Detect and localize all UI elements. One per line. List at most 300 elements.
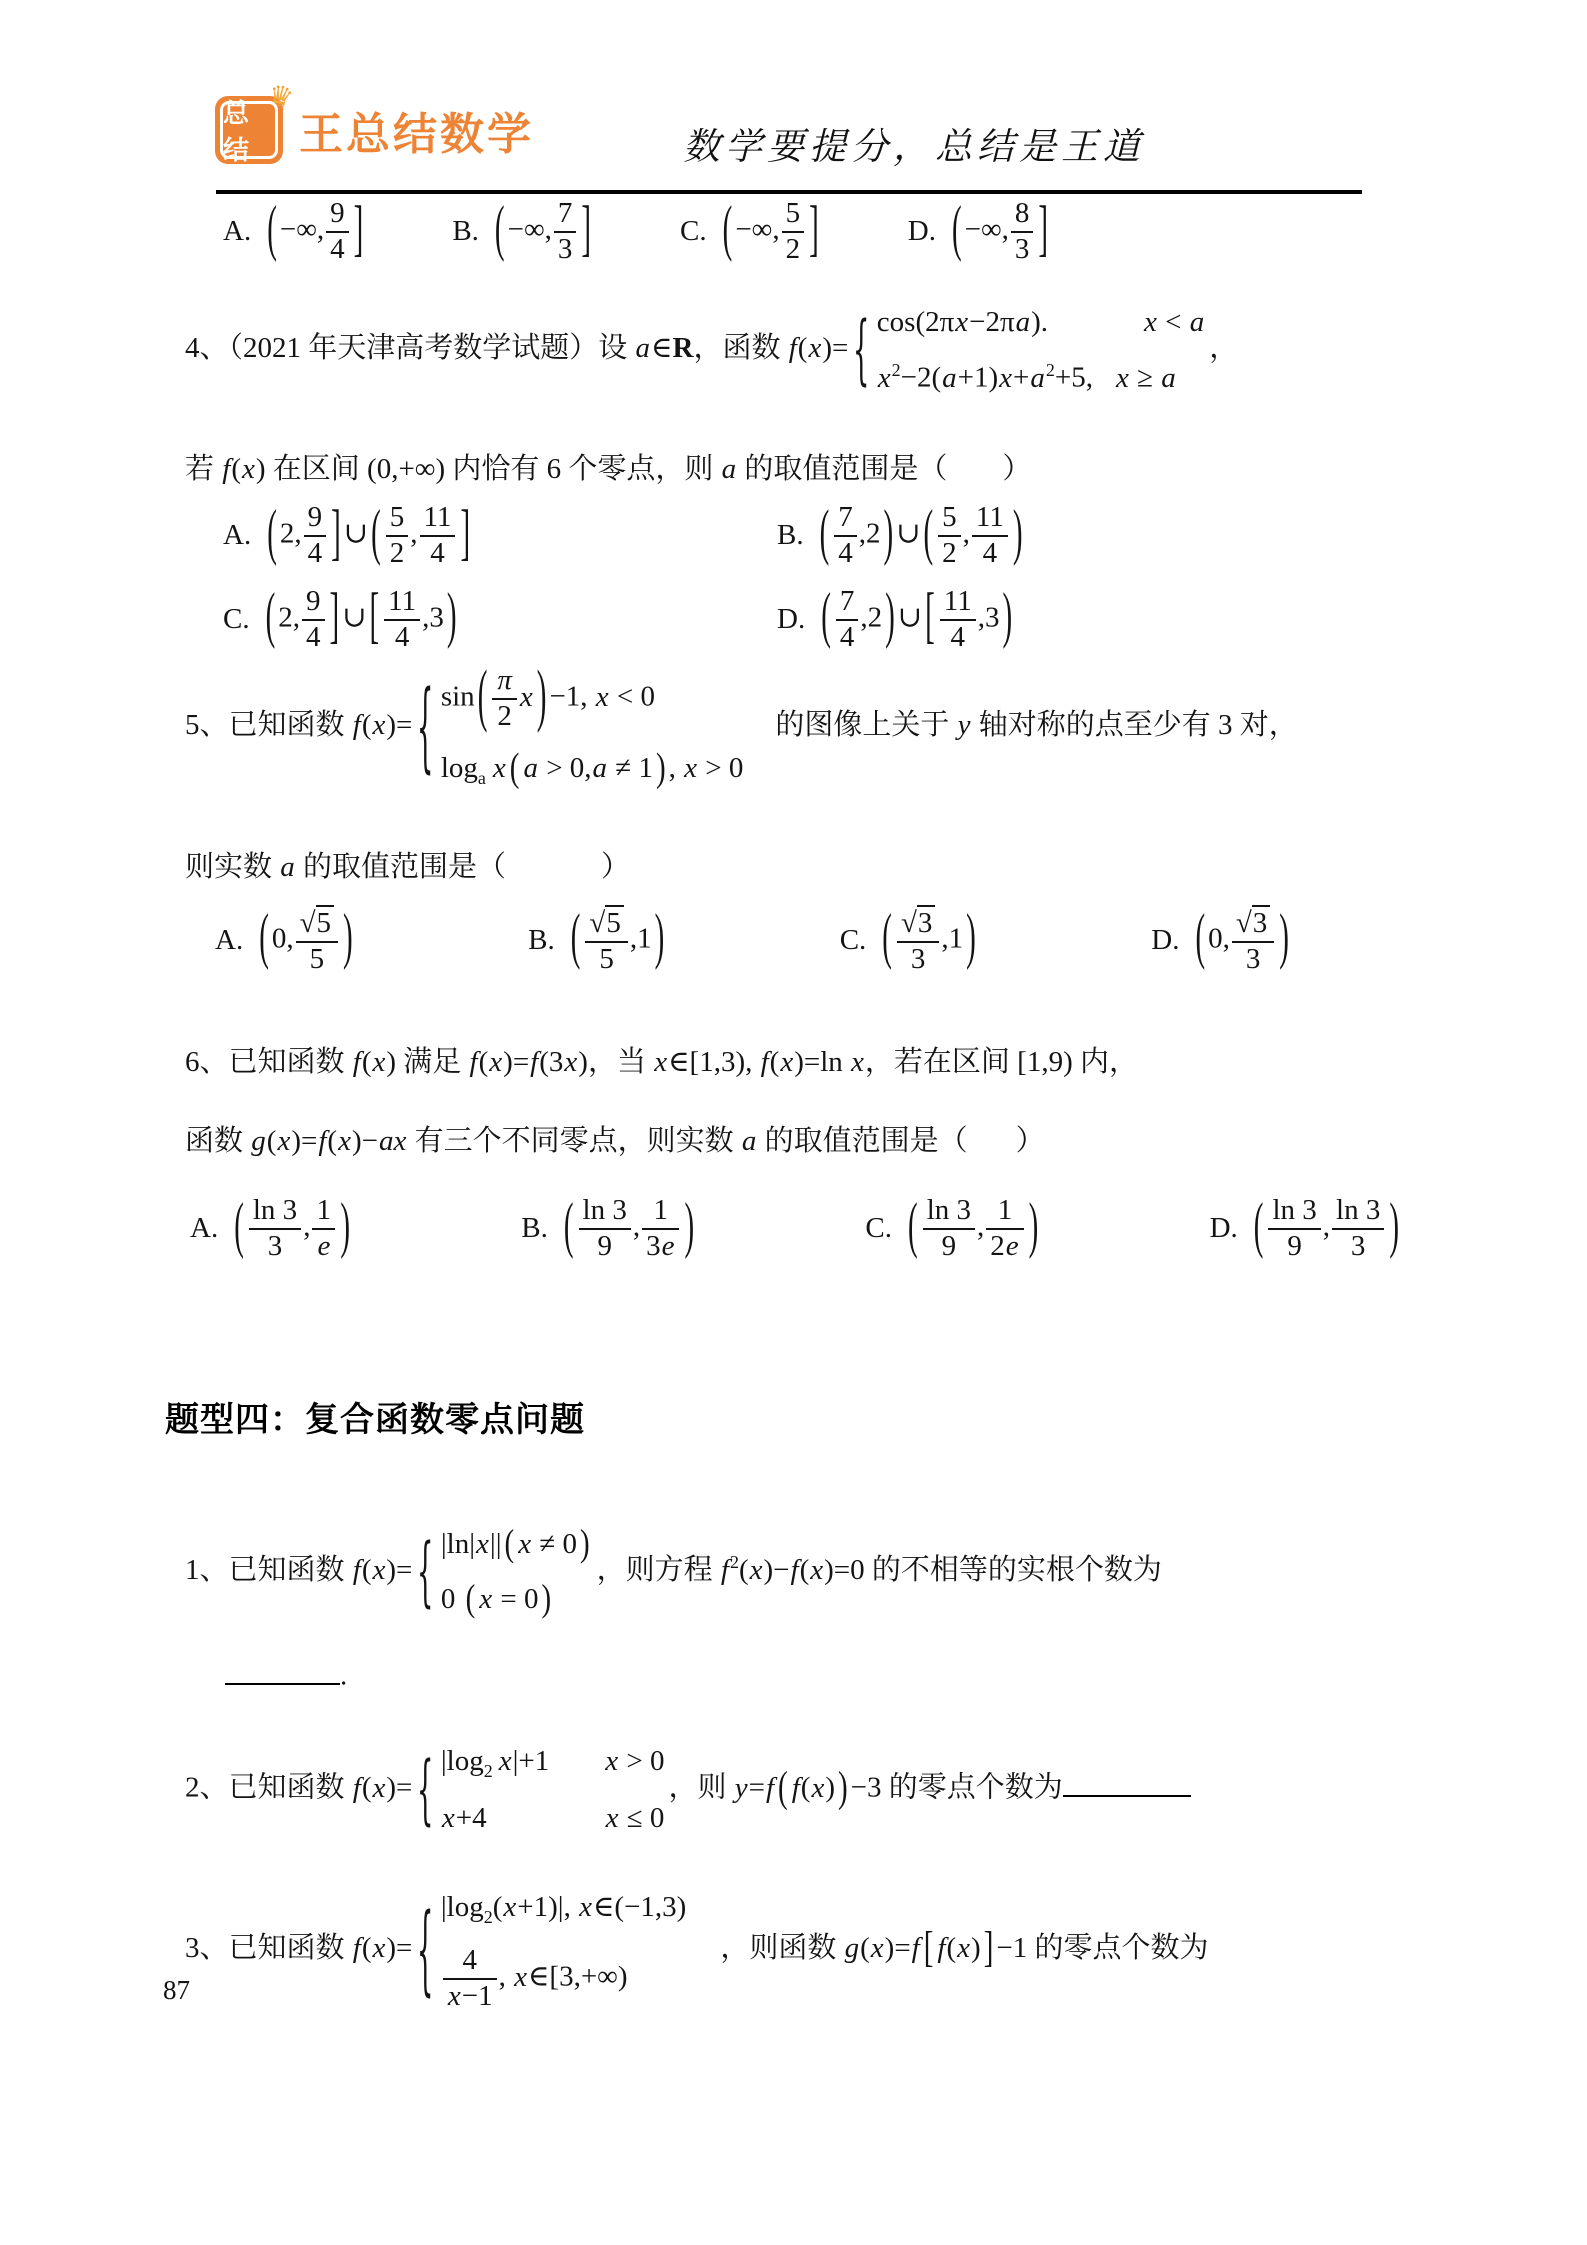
text-run: 1 (316, 1194, 332, 1226)
denominator (249, 1230, 301, 1263)
text-run: +4 (455, 1802, 487, 1834)
text-run: 9 (1287, 1229, 1302, 1262)
text-run: 0, (1208, 922, 1230, 955)
text-run: ln 3 (582, 1194, 627, 1226)
math-variable: e (661, 1229, 675, 1262)
text-run: ∪ (342, 601, 367, 634)
text-run: )= (386, 1932, 413, 1965)
brand-tagline: 数学要提分，总结是王道 (683, 127, 1145, 168)
text-run: 的取值范围是（ (295, 851, 507, 883)
text-run: ） (1015, 1125, 1045, 1157)
stretched-delimiter: ) (340, 1191, 350, 1261)
option-A (223, 194, 366, 266)
text-run: > 0, (538, 751, 592, 784)
text-run: −∞, (964, 213, 1009, 246)
stretched-delimiter: ] (809, 194, 819, 264)
denominator (836, 621, 859, 654)
math-variable: f (720, 1553, 729, 1586)
section4-question-2 (165, 1742, 1417, 1838)
text-run: |ln| (440, 1528, 476, 1560)
option-value (231, 1191, 353, 1263)
numerator (1268, 1195, 1320, 1230)
math-variable: x (579, 1891, 592, 1923)
text-run: 3 (1252, 907, 1268, 939)
math-variable: x (605, 1745, 619, 1777)
fraction (1330, 1195, 1386, 1263)
text-run: ,3 (422, 601, 444, 634)
math-variable: f (352, 1046, 361, 1078)
fraction (490, 665, 519, 733)
math-variable: x (851, 1046, 864, 1078)
text-run: 5 (389, 501, 405, 533)
stretched-delimiter: ) (684, 1191, 695, 1261)
text-run: 的图像上关于 (775, 709, 957, 742)
text-run: 3 (1350, 1229, 1366, 1262)
text-run: )= (386, 1553, 413, 1586)
math-variable: x (957, 1932, 971, 1965)
stretched-delimiter: ( (477, 657, 488, 735)
stretched-delimiter: ) (883, 498, 894, 568)
math-variable: f (911, 1932, 920, 1965)
text-run: 2 (785, 232, 801, 265)
radical (589, 905, 623, 938)
fraction (324, 198, 351, 266)
stretched-delimiter: ] (581, 194, 592, 264)
text-run: , (632, 1210, 641, 1243)
text-run: , (410, 517, 418, 550)
math-variable: x (1144, 306, 1157, 338)
stretched-delimiter: ( (267, 498, 277, 568)
math-variable: f (222, 453, 231, 485)
radicand (1252, 905, 1271, 938)
text-run: ∪ (343, 517, 369, 550)
text-run: ∪ (897, 601, 923, 634)
section-heading: 题型四：复合函数零点问题 (165, 1401, 585, 1439)
fraction (302, 502, 329, 570)
text-run: 5 (606, 907, 621, 939)
math-variable: x (810, 1553, 824, 1586)
text-run: −1 (461, 1979, 493, 2012)
numerator (585, 905, 627, 943)
text-run: 2 (942, 536, 957, 569)
denominator (1232, 943, 1274, 976)
option-C (223, 582, 777, 654)
text-run: ∪ (896, 517, 921, 550)
cases-row (877, 358, 1206, 398)
stretched-delimiter: ) (1279, 903, 1289, 973)
superscript: 2 (891, 360, 901, 381)
option-label: A. (223, 215, 252, 248)
math-variable: a (592, 751, 608, 784)
option-A (190, 1191, 353, 1263)
text-run: ≤ 0 (619, 1802, 665, 1834)
fraction (577, 1195, 633, 1263)
text-run: 3 (267, 1229, 283, 1262)
option-value (264, 194, 366, 266)
stretched-delimiter: ) (838, 1763, 848, 1812)
text-run: ln 3 (252, 1194, 298, 1226)
text-run: 5 (942, 501, 957, 533)
math-variable: x (1116, 361, 1129, 394)
math-variable: x (441, 1802, 455, 1834)
text-run: 5 (599, 943, 614, 976)
cases-rows (441, 1888, 687, 2013)
option-A (223, 498, 777, 570)
text-run: cos(2π (876, 306, 955, 338)
cases-row (441, 1742, 665, 1783)
text-run: 7 (839, 584, 855, 617)
option-value (256, 905, 356, 976)
text-run: ( (231, 453, 241, 485)
question-5-options (165, 905, 1417, 976)
stretched-delimiter: ( (570, 903, 581, 973)
text-run: 3 (910, 943, 926, 976)
text-run: ( (266, 1125, 277, 1157)
cases-row (877, 303, 1206, 342)
math-variable: x (503, 1891, 517, 1923)
option-value (817, 498, 1026, 570)
math-variable: x (780, 1046, 794, 1078)
text-run: 的取值范围是（ (737, 453, 948, 485)
numerator (940, 586, 976, 621)
denominator (326, 233, 349, 266)
math-variable: x (242, 453, 255, 485)
math-variable: x (870, 1932, 884, 1965)
cases-rows (440, 657, 744, 790)
text-run: 6、已知函数 (185, 1046, 352, 1078)
stretched-delimiter: ( (778, 1763, 788, 1812)
text-run: = 0 (493, 1583, 539, 1616)
cases-row (441, 1799, 665, 1838)
text-run: )= (884, 1932, 911, 1965)
option-label: D. (907, 215, 936, 248)
option-value (492, 194, 594, 266)
text-run: 3 (1014, 232, 1030, 265)
text-run: ( (800, 1771, 811, 1804)
math-variable: g (844, 1932, 860, 1965)
stretched-delimiter: ) (541, 1578, 552, 1620)
math-variable: a (1189, 306, 1205, 338)
logo-badge (215, 77, 297, 165)
text-run: ，函数 (693, 332, 788, 365)
left-brace-icon: { (417, 1891, 434, 2006)
text-run: )= (291, 1125, 318, 1157)
math-variable: x (519, 680, 533, 713)
math-variable: f (790, 1553, 799, 1586)
text-run: , (668, 751, 684, 784)
text-run: 2、已知函数 (185, 1771, 352, 1804)
stretched-delimiter: ( (371, 498, 381, 568)
subscript: a (477, 767, 486, 788)
stretched-delimiter: ( (819, 498, 830, 568)
cases-row (441, 1525, 593, 1564)
math-variable: a (741, 1125, 757, 1157)
text-run: 7 (557, 197, 573, 229)
math-variable: x (372, 1932, 386, 1965)
option-value (1192, 905, 1292, 976)
option-value (720, 194, 822, 266)
text-run: 0 (440, 1583, 463, 1616)
text-run: ( (860, 1932, 870, 1965)
text-run: 4 (462, 1944, 477, 1976)
numerator (1332, 1195, 1384, 1230)
text-run: 3 (557, 232, 573, 265)
numerator (986, 1195, 1023, 1230)
numerator (420, 502, 456, 537)
text-run: ( (361, 709, 372, 742)
option-C (865, 1191, 1041, 1263)
answer-blank (1063, 1767, 1191, 1797)
fraction (441, 1945, 499, 2013)
fraction (936, 502, 963, 570)
numerator (296, 905, 338, 943)
numerator (897, 905, 939, 943)
section4-question-1-answer-blank (165, 1655, 1417, 1696)
fraction (640, 1195, 681, 1263)
cases-row (440, 745, 744, 790)
text-run: 则实数 (185, 851, 280, 883)
fraction (895, 905, 941, 976)
text-run: 7 (838, 501, 853, 533)
math-variable: a (280, 851, 295, 883)
math-variable: a (1015, 306, 1031, 338)
denominator (579, 1230, 631, 1263)
logo-badge-text: 总结 (220, 101, 278, 159)
text-run: 3 (917, 907, 933, 939)
denominator (938, 537, 961, 570)
numerator (384, 586, 420, 621)
text-run: 4 (330, 232, 345, 265)
numerator (304, 502, 327, 537)
text-run: 2 (497, 699, 512, 732)
text-run: 0, (271, 922, 294, 955)
text-run: , (498, 1960, 514, 1993)
math-variable: f (765, 1771, 775, 1804)
math-variable: x (654, 1046, 668, 1078)
page-number: 87 (163, 1975, 190, 2005)
text-run: )=0 的不相等的实根个数为 (824, 1553, 1162, 1586)
option-label: B. (777, 519, 804, 552)
question-6-stem-line1 (165, 1043, 1417, 1082)
text-run: ) 在区间 (0,+∞) 内恰有 6 个零点，则 (255, 453, 721, 485)
stretched-delimiter: ) (343, 903, 353, 973)
fraction (938, 586, 978, 654)
cases-row (440, 657, 744, 735)
text-run: < (1157, 306, 1189, 338)
stretched-delimiter: ) (579, 1523, 590, 1565)
text-run: |log (440, 1891, 484, 1923)
left-brace-icon: { (853, 304, 870, 394)
text-run: +1) (957, 361, 999, 394)
option-label: A. (190, 1212, 219, 1245)
math-variable: y (734, 1771, 748, 1804)
superscript: 2 (1045, 360, 1055, 381)
math-variable: x (955, 306, 969, 338)
stretched-delimiter: ) (655, 745, 666, 790)
option-A (215, 905, 356, 976)
option-label: B. (452, 215, 479, 248)
text-run: ( (799, 1553, 810, 1586)
text-run: . (340, 1659, 348, 1692)
text-run: 轴对称的点至少有 3 对， (971, 709, 1298, 742)
fraction (921, 1195, 977, 1263)
radical-sign: √ (589, 907, 606, 940)
numerator (923, 1195, 975, 1230)
text-run: 5 (785, 197, 801, 229)
text-run: −∞, (507, 213, 552, 246)
text-run: || (489, 1528, 502, 1560)
stretched-delimiter: [ (925, 582, 935, 652)
stretched-delimiter: [ (369, 582, 380, 652)
math-variable: x (877, 361, 891, 394)
stretched-delimiter: ) (536, 657, 547, 735)
math-variable: x (476, 1528, 489, 1560)
fraction (834, 586, 861, 654)
text-run: ( (769, 1046, 780, 1078)
math-variable: g (251, 1125, 266, 1157)
math-variable: f (760, 1046, 769, 1078)
math-variable: y (957, 709, 971, 742)
math-variable: x (514, 1960, 527, 1993)
text-run: 3 (1245, 943, 1261, 976)
denominator (384, 621, 420, 654)
text-run: 的取值范围是（ (757, 1125, 968, 1157)
math-variable: a (523, 751, 538, 784)
stretched-delimiter: ( (267, 194, 277, 264)
stretched-delimiter: ) (1012, 498, 1023, 568)
numerator (834, 502, 857, 537)
denominator (492, 700, 517, 733)
brand-title: 王总结数学 (299, 110, 534, 159)
option-label: B. (528, 924, 555, 957)
denominator (302, 621, 325, 654)
text-run: ∈ (651, 332, 673, 365)
math-variable: x (277, 1125, 291, 1157)
text-run: ≠ 1 (608, 751, 653, 784)
option-label: C. (865, 1212, 893, 1245)
math-variable: a (942, 361, 957, 394)
cases-row (441, 1888, 687, 1929)
option-D (777, 582, 1417, 654)
option-value (905, 1191, 1041, 1263)
question-6-stem-line2 (165, 1122, 1417, 1161)
radical (901, 905, 935, 938)
math-variable: x (564, 1046, 578, 1078)
numerator (249, 1195, 301, 1230)
math-variable: x (684, 751, 698, 784)
subscript: 2 (483, 1906, 493, 1927)
stretched-delimiter: ] (353, 194, 364, 264)
option-label: B. (521, 1212, 548, 1245)
text-run: ln 3 (1272, 1194, 1317, 1226)
text-run: |log (440, 1745, 484, 1777)
text-run: 9 (941, 1229, 957, 1262)
question-4-condition (165, 450, 1417, 489)
denominator (940, 621, 976, 654)
text-run: ( (361, 1771, 372, 1804)
text-run: > 0 (698, 751, 744, 784)
superscript: 2 (729, 1552, 739, 1573)
piecewise-function (416, 657, 744, 790)
text-run: ( (361, 1932, 372, 1965)
numerator (836, 586, 859, 621)
text-run: −1 的零点个数为 (996, 1932, 1209, 1965)
math-variable: x (492, 751, 506, 784)
numerator (782, 198, 805, 233)
text-run: ，则方程 (596, 1553, 720, 1586)
option-label: C. (680, 215, 707, 248)
text-run: 4 (307, 536, 323, 569)
text-run: 若 (185, 453, 222, 485)
text-run: ( (361, 1046, 372, 1078)
section4-question-3 (165, 1888, 1417, 2013)
fraction (832, 502, 859, 570)
math-variable: x (811, 1771, 825, 1804)
radical-sign: √ (1235, 907, 1252, 940)
numerator (554, 198, 577, 233)
math-variable: a (721, 453, 737, 485)
math-variable: f (352, 1932, 361, 1965)
radical-sign: √ (299, 907, 316, 940)
text-run: ,3 (977, 601, 1000, 634)
denominator (642, 1230, 679, 1263)
text-run: 2, (279, 517, 302, 550)
numerator (938, 502, 961, 537)
text-run: 1 (653, 1194, 669, 1226)
text-run: ∈(−1,3) (592, 1891, 687, 1923)
question-5-stem (165, 657, 1417, 790)
denominator (312, 1230, 335, 1263)
text-run: ，则函数 (720, 1932, 844, 1965)
fraction (780, 198, 807, 266)
numerator (1232, 905, 1274, 943)
text-run: ( (797, 332, 808, 365)
text-run: , (303, 1210, 311, 1243)
text-run: ) 满足 (386, 1046, 469, 1078)
option-B (777, 498, 1417, 570)
fraction (1266, 1195, 1322, 1263)
text-run: + (1013, 361, 1030, 394)
text-run: 2, (278, 601, 301, 634)
option-label: A. (215, 924, 244, 957)
denominator (923, 1230, 975, 1263)
question-5-condition (165, 848, 1417, 887)
text-run: log (440, 751, 478, 784)
text-run: 4 (306, 620, 321, 653)
text-run: −3 的零点个数为 (850, 1771, 1063, 1804)
math-variable: x (518, 1528, 532, 1560)
question-4-stem (165, 303, 1417, 398)
math-variable: f (530, 1046, 539, 1078)
stretched-delimiter: ( (821, 582, 831, 652)
text-run: −1, (549, 680, 595, 713)
option-value (263, 582, 460, 654)
option-label: A. (223, 519, 252, 552)
text-run: < 0 (609, 680, 656, 713)
stretched-delimiter: ( (1195, 903, 1206, 973)
fraction (583, 905, 629, 976)
text-run: 4 (430, 536, 445, 569)
numerator (972, 502, 1008, 537)
stretched-delimiter: ( (265, 582, 276, 652)
text-run: 8 (1014, 197, 1030, 229)
radical (300, 905, 334, 938)
text-run: 5、已知函数 (185, 709, 352, 742)
text-run: 11 (388, 584, 417, 617)
text-run: ,1 (941, 922, 964, 955)
text-run: |+1 (512, 1745, 550, 1777)
stretched-delimiter: ) (654, 903, 665, 973)
